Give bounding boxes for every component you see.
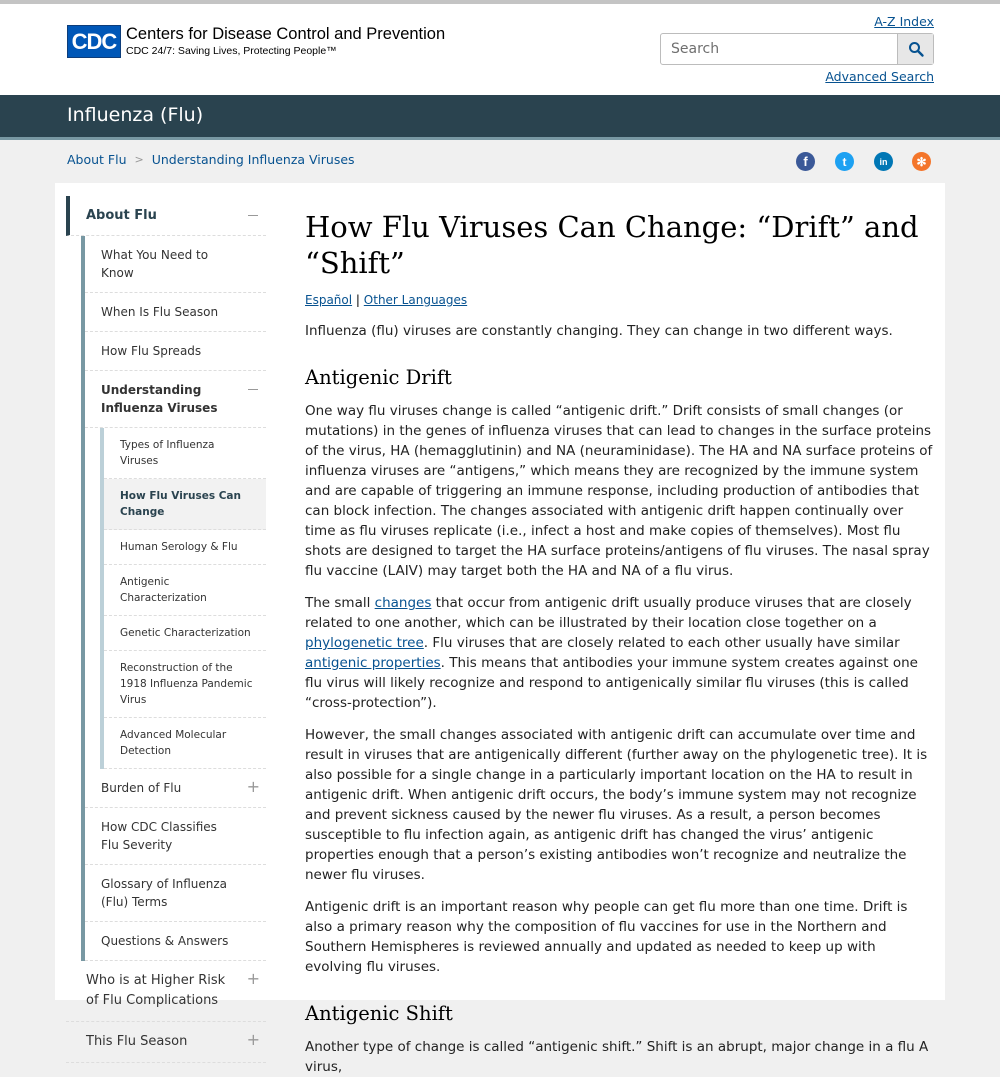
nav-about-flu[interactable]: About Flu: [66, 196, 266, 236]
antigenic-properties-link[interactable]: antigenic properties: [305, 655, 441, 671]
shift-heading: Antigenic Shift: [305, 1002, 453, 1025]
page-title: How Flu Viruses Can Change: “Drift” and “Shift”: [305, 210, 919, 280]
search-box: [660, 33, 934, 65]
intro-paragraph: Influenza (flu) viruses are constantly changing. They can change in two different ways.: [305, 323, 893, 339]
org-name: Centers for Disease Control and Prevention: [126, 25, 446, 43]
nav-this-flu-season[interactable]: This Flu Season +: [66, 1022, 266, 1063]
nav-questions-answers[interactable]: Questions & Answers: [85, 922, 266, 961]
nav-glossary[interactable]: Glossary of Influenza (Flu) Terms: [85, 865, 266, 922]
nav-understanding-influenza-viruses[interactable]: Understanding Influenza Viruses: [85, 371, 266, 428]
drift-heading: Antigenic Drift: [305, 366, 452, 389]
linkedin-icon[interactable]: in: [874, 152, 893, 171]
expand-icon[interactable]: +: [246, 969, 260, 988]
site-header: [0, 4, 1000, 95]
breadcrumb: [67, 152, 355, 167]
shift-paragraph-1: Another type of change is called “antigenic shift.” Shift is an abrupt, major change in a flu A virus,: [305, 1039, 929, 1075]
nav-advanced-molecular-detection[interactable]: Advanced Molecular Detection: [104, 718, 266, 769]
nav-what-you-need-to-know[interactable]: What You Need to Know: [85, 236, 266, 293]
nav-human-serology[interactable]: Human Serology & Flu: [104, 530, 266, 565]
org-tagline: CDC 24/7: Saving Lives, Protecting People™: [126, 45, 337, 57]
search-input[interactable]: [661, 34, 897, 64]
advanced-search-link[interactable]: Advanced Search: [825, 69, 934, 84]
nav-antigenic-characterization[interactable]: Antigenic Characterization: [104, 565, 266, 616]
cdc-logo-mark: CDC: [67, 25, 121, 58]
nav-how-flu-spreads[interactable]: How Flu Spreads: [85, 332, 266, 371]
expand-icon[interactable]: +: [246, 777, 260, 796]
nav-how-flu-viruses-can-change[interactable]: How Flu Viruses Can Change: [104, 479, 266, 530]
syndicate-icon[interactable]: ✻: [912, 152, 931, 171]
breadcrumb-about-flu[interactable]: About Flu: [67, 152, 127, 167]
site-banner: [0, 95, 1000, 140]
collapse-icon[interactable]: [248, 215, 258, 216]
banner-title[interactable]: Influenza (Flu): [67, 104, 204, 126]
phylogenetic-tree-link[interactable]: phylogenetic tree: [305, 635, 424, 651]
nav-reconstruction-1918[interactable]: Reconstruction of the 1918 Influenza Pandemic Virus: [104, 651, 266, 718]
search-icon: [908, 41, 924, 57]
spanish-link[interactable]: Español: [305, 293, 353, 307]
cdc-logo[interactable]: [67, 25, 445, 58]
nav-how-cdc-classifies[interactable]: How CDC Classifies Flu Severity: [85, 808, 266, 865]
drift-paragraph-1: One way flu viruses change is called “antigenic drift.” Drift consists of small changes (or mutations) in the genes of influenza viruses that can lead to changes in the surface proteins of the virus, HA (hemagglutinin) and NA (neuraminidase). The HA and NA surface proteins of influenza viruses are “antigens,” which means they are recognized by the immune system and are capable of triggering an immune response, including production of antibodies that can block infection. The changes associated with antigenic drift happen continually over time as flu viruses replicate (i.e., infect a host and make copies of themselves). Most flu shots are designed to target the HA surface proteins/antigens of flu viruses. The nasal spray flu vaccine (LAIV) may target both the HA and NA of a flu virus.: [305, 403, 933, 579]
drift-paragraph-4: Antigenic drift is an important reason why people can get flu more than one time. Drift is also a primary reason why the composition of flu vaccines for use in the Northern and Southern Hemispheres is reviewed annually and updated as needed to keep up with evolving flu viruses.: [305, 899, 908, 975]
breadcrumb-separator: >: [134, 153, 144, 166]
content-card: [55, 183, 945, 1075]
breadcrumb-understanding-viruses[interactable]: Understanding Influenza Viruses: [151, 152, 355, 167]
drift-paragraph-2: The small changes that occur from antigenic drift usually produce viruses that are closely related to one another, which can be illustrated by their location close together on a phylogenetic tree. Flu viruses that are closely related to each other usually have similar antigenic properties. This means that antibodies your immune system creates against one flu virus will likely recognize and respond to antigenically similar flu viruses (this is called “cross-protection”).: [305, 595, 918, 711]
nav-when-is-flu-season[interactable]: When Is Flu Season: [85, 293, 266, 332]
nav-types-of-influenza-viruses[interactable]: Types of Influenza Viruses: [104, 428, 266, 479]
left-nav: [66, 196, 266, 1063]
nav-level3: [100, 428, 266, 769]
nav-genetic-characterization[interactable]: Genetic Characterization: [104, 616, 266, 651]
facebook-icon[interactable]: f: [796, 152, 815, 171]
language-links: Español | Other Languages: [305, 293, 468, 307]
az-index-link[interactable]: A-Z Index: [874, 14, 934, 29]
nav-higher-risk[interactable]: Who is at Higher Risk of Flu Complications +: [66, 961, 266, 1022]
nav-burden-of-flu[interactable]: Burden of Flu +: [85, 769, 266, 808]
nav-level2: [81, 236, 266, 961]
twitter-icon[interactable]: t: [835, 152, 854, 171]
other-languages-link[interactable]: Other Languages: [363, 293, 468, 307]
search-button[interactable]: [897, 34, 933, 64]
collapse-icon[interactable]: [248, 389, 258, 390]
changes-link[interactable]: changes: [374, 595, 432, 611]
expand-icon[interactable]: +: [246, 1030, 260, 1049]
drift-paragraph-3: However, the small changes associated with antigenic drift can accumulate over time and result in viruses that are antigenically different (further away on the phylogenetic tree). It is also possible for a single change in a particularly important location on the HA to result in antigenic drift. When antigenic drift occurs, the body’s immune system may not recognize and prevent sickness caused by the newer flu viruses. As a result, a person becomes susceptible to flu infection again, as antigenic drift has changed the virus’ antigenic properties enough that a person’s existing antibodies won’t recognize and neutralize the newer flu viruses.: [305, 727, 928, 883]
article: [305, 209, 935, 1077]
